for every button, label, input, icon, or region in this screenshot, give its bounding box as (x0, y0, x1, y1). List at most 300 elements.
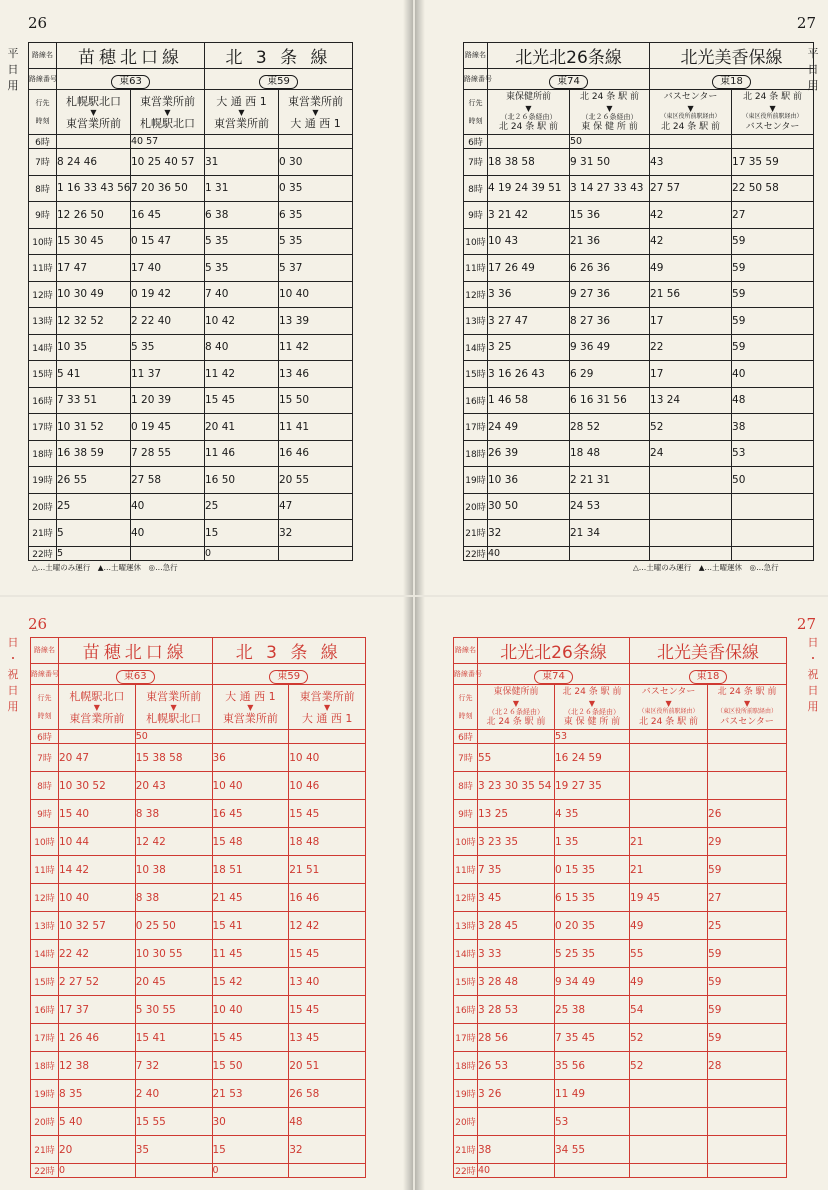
departure-minutes: 21 (630, 856, 708, 884)
destination-label: 行先 (35, 98, 50, 107)
departure-minutes: 22 42 (59, 940, 136, 968)
departure-minutes (212, 730, 289, 744)
route-badge: 東63 (111, 75, 150, 89)
direction-to: 札幌駅北口 (146, 711, 202, 725)
route-badge: 東59 (269, 670, 308, 684)
timetable (30, 637, 366, 1178)
departure-minutes: 15 (212, 1136, 289, 1164)
hour-label: 6時 (464, 135, 488, 149)
departure-minutes: 2 21 31 (570, 467, 650, 494)
departure-minutes: 8 38 (135, 884, 212, 912)
route-badge: 東18 (689, 670, 728, 684)
departure-minutes: 7 33 51 (57, 387, 131, 414)
departure-minutes: 0 (212, 1164, 289, 1178)
direction-to: 東営業所前 (222, 711, 278, 725)
departure-minutes: 6 15 35 (555, 884, 630, 912)
direction-header (135, 685, 212, 730)
hour-label: 22時 (464, 546, 488, 560)
departure-minutes: 17 47 (57, 255, 131, 282)
direction-from: バスセンター (641, 686, 696, 697)
hour-label: 7時 (29, 149, 57, 176)
line-name: 北光北26条線 (488, 43, 650, 69)
departure-minutes (131, 546, 205, 560)
departure-minutes: 50 (570, 135, 650, 149)
departure-minutes: 26 53 (478, 1052, 555, 1080)
direction-from: 東保健所前 (493, 686, 539, 697)
route-code-cell (212, 664, 366, 685)
route-name-label: 路線名 (31, 638, 59, 664)
hour-label: 20時 (29, 493, 57, 520)
departure-minutes: 1 31 (205, 175, 279, 202)
direction-to: バスセンター (720, 716, 774, 727)
direction-to: 東営業所前 (66, 116, 121, 130)
hour-row (31, 828, 366, 856)
departure-minutes: 3 21 42 (488, 202, 570, 229)
departure-minutes: 13 46 (279, 361, 353, 388)
hour-row (464, 361, 814, 388)
departure-minutes (279, 546, 353, 560)
hour-row (464, 228, 814, 255)
departure-minutes: 15 41 (135, 1024, 212, 1052)
departure-minutes: 7 20 36 50 (131, 175, 205, 202)
departure-minutes (732, 135, 814, 149)
direction-to: 東営業所前 (69, 711, 125, 725)
hour-row (29, 255, 353, 282)
hour-label: 18時 (464, 440, 488, 467)
hour-label: 21時 (31, 1136, 59, 1164)
departure-minutes: 17 (650, 361, 732, 388)
line-name: 北光美香保線 (630, 638, 787, 664)
hour-label: 20時 (31, 1108, 59, 1136)
departure-minutes: 20 51 (289, 1052, 366, 1080)
arrow-down-icon: ▼ (238, 107, 245, 117)
departure-minutes: 16 50 (205, 467, 279, 494)
departure-minutes (488, 135, 570, 149)
hour-label: 18時 (454, 1052, 478, 1080)
departure-minutes: 5 (57, 520, 131, 547)
route-badge: 東74 (534, 670, 573, 684)
departure-minutes: 7 35 (478, 856, 555, 884)
departure-minutes: 21 (630, 828, 708, 856)
hour-label: 14時 (31, 940, 59, 968)
route-code-label: 路線番号 (31, 664, 59, 685)
hour-row (454, 940, 787, 968)
hour-label: 15時 (29, 361, 57, 388)
departure-minutes: 8 40 (205, 334, 279, 361)
hour-label: 21時 (464, 520, 488, 547)
page-gutter-shadow (403, 597, 413, 1190)
hour-row (29, 440, 353, 467)
hour-label: 22時 (29, 546, 57, 560)
departure-minutes: 40 (131, 493, 205, 520)
departure-minutes: 27 (732, 202, 814, 229)
departure-minutes: 10 44 (59, 828, 136, 856)
direction-to: 北 24 条 駅 前 (499, 121, 558, 132)
line-name: 北 3 条 線 (212, 638, 366, 664)
departure-minutes: 25 (57, 493, 131, 520)
hour-label: 18時 (29, 440, 57, 467)
departure-minutes: 5 37 (279, 255, 353, 282)
departure-minutes: 59 (708, 1024, 787, 1052)
departure-minutes: 11 41 (279, 414, 353, 441)
hour-label: 14時 (464, 334, 488, 361)
departure-minutes: 59 (732, 281, 814, 308)
departure-minutes: 53 (732, 440, 814, 467)
departure-minutes: 4 19 24 39 51 (488, 175, 570, 202)
departure-minutes: 10 40 (279, 281, 353, 308)
departure-minutes: 25 38 (555, 996, 630, 1024)
departure-minutes: 49 (630, 912, 708, 940)
departure-minutes: 12 42 (135, 828, 212, 856)
hour-label: 15時 (31, 968, 59, 996)
direction-from: 東営業所前 (288, 94, 343, 108)
departure-minutes: 0 19 42 (131, 281, 205, 308)
hour-label: 11時 (464, 255, 488, 282)
departure-minutes: 8 24 46 (57, 149, 131, 176)
direction-to: 北 24 条 駅 前 (661, 121, 720, 132)
departure-minutes: 59 (708, 996, 787, 1024)
departure-minutes: 2 40 (135, 1080, 212, 1108)
departure-minutes: 1 26 46 (59, 1024, 136, 1052)
line-name: 北光北26条線 (478, 638, 630, 664)
departure-minutes: 12 38 (59, 1052, 136, 1080)
direction-from: 北 24 条 駅 前 (562, 686, 622, 697)
departure-minutes: 15 48 (212, 828, 289, 856)
departure-minutes: 26 55 (57, 467, 131, 494)
departure-minutes: 17 37 (59, 996, 136, 1024)
hour-label: 8時 (31, 772, 59, 800)
departure-minutes: 54 (630, 996, 708, 1024)
departure-minutes: 12 32 52 (57, 308, 131, 335)
hour-label: 13時 (464, 308, 488, 335)
direction-header (478, 685, 555, 730)
departure-minutes: 0 20 35 (555, 912, 630, 940)
departure-minutes (650, 135, 732, 149)
hour-row (454, 1052, 787, 1080)
departure-minutes: 0 15 35 (555, 856, 630, 884)
hour-label: 時刻 (468, 116, 483, 125)
departure-minutes: 21 34 (570, 520, 650, 547)
departure-minutes: 10 40 (212, 996, 289, 1024)
hour-label: 13時 (454, 912, 478, 940)
departure-minutes: 3 28 53 (478, 996, 555, 1024)
departure-minutes: 59 (708, 856, 787, 884)
departure-minutes: 19 27 35 (555, 772, 630, 800)
departure-minutes (630, 800, 708, 828)
departure-minutes: 28 52 (570, 414, 650, 441)
departure-minutes: 15 38 58 (135, 744, 212, 772)
day-type-label: 日 ・ 祝 日 用 (807, 636, 819, 713)
hour-label: 12時 (464, 281, 488, 308)
departure-minutes: 30 50 (488, 493, 570, 520)
direction-from: 東営業所前 (146, 689, 202, 703)
hour-row (29, 493, 353, 520)
departure-minutes: 18 38 58 (488, 149, 570, 176)
hour-row (454, 772, 787, 800)
route-badge: 東74 (549, 75, 588, 89)
departure-minutes (205, 135, 279, 149)
departure-minutes: 16 45 (212, 800, 289, 828)
departure-minutes: 50 (135, 730, 212, 744)
departure-minutes: 16 45 (131, 202, 205, 229)
departure-minutes (708, 1108, 787, 1136)
departure-minutes: 6 26 36 (570, 255, 650, 282)
departure-minutes: 18 48 (289, 828, 366, 856)
hour-label: 9時 (464, 202, 488, 229)
departure-minutes: 27 57 (650, 175, 732, 202)
departure-minutes: 35 (135, 1136, 212, 1164)
hour-row (31, 1024, 366, 1052)
departure-minutes: 3 28 48 (478, 968, 555, 996)
hour-label: 6時 (454, 730, 478, 744)
hour-row (454, 912, 787, 940)
departure-minutes: 5 30 55 (135, 996, 212, 1024)
hour-label: 16時 (29, 387, 57, 414)
departure-minutes: 8 27 36 (570, 308, 650, 335)
departure-minutes: 9 27 36 (570, 281, 650, 308)
route-badge: 東18 (712, 75, 751, 89)
departure-minutes (478, 1108, 555, 1136)
hour-label: 17時 (464, 414, 488, 441)
hour-row (31, 912, 366, 940)
departure-minutes (570, 546, 650, 560)
hour-row (454, 856, 787, 884)
departure-minutes: 13 40 (289, 968, 366, 996)
departure-minutes: 16 46 (289, 884, 366, 912)
hour-label: 12時 (454, 884, 478, 912)
hour-label: 時刻 (458, 711, 473, 720)
legend: △…土曜のみ運行 ▲…土曜運休 ◎…急行 (32, 563, 178, 572)
departure-minutes: 14 42 (59, 856, 136, 884)
departure-minutes: 27 (708, 884, 787, 912)
hour-label: 11時 (29, 255, 57, 282)
departure-minutes: 15 36 (570, 202, 650, 229)
line-name: 北光美香保線 (650, 43, 814, 69)
departure-minutes (630, 730, 708, 744)
direction-from: 大 通 西 1 (216, 94, 267, 108)
arrow-down-icon: ▼ (743, 698, 751, 708)
route-code-label: 路線番号 (29, 69, 57, 90)
departure-minutes: 11 49 (555, 1080, 630, 1108)
departure-minutes: 0 15 47 (131, 228, 205, 255)
departure-minutes: 5 40 (59, 1108, 136, 1136)
direction-header (708, 685, 787, 730)
departure-minutes (708, 1136, 787, 1164)
departure-minutes: 10 32 57 (59, 912, 136, 940)
departure-minutes: 0 30 (279, 149, 353, 176)
hour-label: 15時 (464, 361, 488, 388)
departure-minutes: 20 55 (279, 467, 353, 494)
direction-to: 大 通 西 1 (301, 711, 353, 725)
hour-label: 22時 (31, 1164, 59, 1178)
departure-minutes: 42 (650, 202, 732, 229)
hour-row (31, 1080, 366, 1108)
hour-row (29, 308, 353, 335)
hour-row (31, 856, 366, 884)
departure-minutes: 17 40 (131, 255, 205, 282)
arrow-down-icon: ▼ (247, 702, 254, 712)
hour-label: 9時 (29, 202, 57, 229)
hour-label: 17時 (31, 1024, 59, 1052)
page-gutter-shadow (415, 597, 425, 1190)
direction-via: （北２６条経由） (488, 707, 544, 716)
departure-minutes: 29 (708, 828, 787, 856)
dir-hour-label (464, 90, 488, 135)
direction-to: 大 通 西 1 (290, 116, 341, 130)
hour-label: 10時 (31, 828, 59, 856)
hour-row (454, 1108, 787, 1136)
departure-minutes (630, 772, 708, 800)
departure-minutes: 16 24 59 (555, 744, 630, 772)
hour-row (31, 730, 366, 744)
direction-header (488, 90, 570, 135)
hour-label: 7時 (31, 744, 59, 772)
hour-row (29, 334, 353, 361)
page-26-weekday (0, 0, 413, 595)
departure-minutes (135, 1164, 212, 1178)
hour-label: 21時 (29, 520, 57, 547)
hour-label: 6時 (29, 135, 57, 149)
direction-header (205, 90, 279, 135)
departure-minutes: 40 (488, 546, 570, 560)
departure-minutes: 20 (59, 1136, 136, 1164)
line-name: 苗穂北口線 (59, 638, 213, 664)
hour-label: 7時 (464, 149, 488, 176)
departure-minutes: 7 32 (135, 1052, 212, 1080)
departure-minutes: 10 31 52 (57, 414, 131, 441)
departure-minutes: 7 40 (205, 281, 279, 308)
hour-row (29, 281, 353, 308)
departure-minutes: 26 58 (289, 1080, 366, 1108)
direction-header (279, 90, 353, 135)
departure-minutes: 7 28 55 (131, 440, 205, 467)
hour-label: 15時 (454, 968, 478, 996)
departure-minutes: 3 33 (478, 940, 555, 968)
departure-minutes: 15 45 (289, 996, 366, 1024)
hour-label: 12時 (29, 281, 57, 308)
departure-minutes: 5 25 35 (555, 940, 630, 968)
hour-label: 8時 (454, 772, 478, 800)
departure-minutes: 3 25 (488, 334, 570, 361)
departure-minutes: 15 45 (205, 387, 279, 414)
hour-row (29, 361, 353, 388)
direction-header (555, 685, 630, 730)
hour-row (29, 467, 353, 494)
destination-label: 行先 (468, 98, 483, 107)
departure-minutes: 53 (555, 730, 630, 744)
hour-label: 7時 (454, 744, 478, 772)
hour-row (29, 414, 353, 441)
departure-minutes (57, 135, 131, 149)
hour-label: 22時 (454, 1164, 478, 1178)
departure-minutes: 49 (630, 968, 708, 996)
hour-row (454, 884, 787, 912)
departure-minutes: 28 56 (478, 1024, 555, 1052)
direction-to: 札幌駅北口 (140, 116, 195, 130)
departure-minutes: 9 36 49 (570, 334, 650, 361)
timetable (28, 42, 353, 561)
direction-from: 東営業所前 (140, 94, 195, 108)
route-code-cell (205, 69, 353, 90)
departure-minutes: 5 35 (205, 228, 279, 255)
departure-minutes: 16 38 59 (57, 440, 131, 467)
hour-row (464, 440, 814, 467)
departure-minutes: 3 36 (488, 281, 570, 308)
arrow-down-icon: ▼ (769, 103, 776, 113)
route-name-label: 路線名 (464, 43, 488, 69)
departure-minutes (650, 493, 732, 520)
departure-minutes: 15 45 (289, 800, 366, 828)
hour-row (454, 800, 787, 828)
departure-minutes (708, 772, 787, 800)
departure-minutes (708, 744, 787, 772)
legend: △…土曜のみ運行 ▲…土曜運休 ◎…急行 (633, 563, 779, 572)
departure-minutes: 3 26 (478, 1080, 555, 1108)
hour-row (454, 1080, 787, 1108)
page-27-holiday (415, 597, 828, 1190)
route-name-label: 路線名 (29, 43, 57, 69)
departure-minutes: 40 (131, 520, 205, 547)
direction-to: バスセンター (745, 121, 800, 132)
hour-row (464, 493, 814, 520)
departure-minutes: 59 (732, 228, 814, 255)
departure-minutes: 59 (708, 968, 787, 996)
arrow-down-icon: ▼ (170, 702, 177, 712)
hour-label: 16時 (454, 996, 478, 1024)
departure-minutes: 1 16 33 43 56 (57, 175, 131, 202)
direction-via: （東区役所前駅経由） (638, 707, 699, 715)
departure-minutes: 15 45 (212, 1024, 289, 1052)
timetable-rows (454, 730, 787, 1178)
hour-row (464, 414, 814, 441)
day-type-label: 日 ・ 祝 日 用 (7, 636, 19, 713)
departure-minutes: 40 (478, 1164, 555, 1178)
departure-minutes (732, 493, 814, 520)
departure-minutes: 15 50 (279, 387, 353, 414)
departure-minutes: 0 (59, 1164, 136, 1178)
departure-minutes: 31 (205, 149, 279, 176)
departure-minutes: 6 16 31 56 (570, 387, 650, 414)
departure-minutes: 0 35 (279, 175, 353, 202)
departure-minutes: 53 (555, 1108, 630, 1136)
departure-minutes: 3 14 27 33 43 (570, 175, 650, 202)
departure-minutes: 10 25 40 57 (131, 149, 205, 176)
departure-minutes: 3 27 47 (488, 308, 570, 335)
departure-minutes: 8 35 (59, 1080, 136, 1108)
page-number: 27 (796, 615, 816, 633)
departure-minutes: 3 28 45 (478, 912, 555, 940)
hour-label: 19時 (31, 1080, 59, 1108)
hour-label: 13時 (29, 308, 57, 335)
page-gutter-shadow (415, 0, 425, 595)
departure-minutes (289, 730, 366, 744)
line-name: 北 3 条 線 (205, 43, 353, 69)
direction-via: （東区役所前駅経由） (742, 112, 803, 120)
arrow-down-icon: ▼ (665, 698, 672, 708)
hour-label: 6時 (31, 730, 59, 744)
arrow-down-icon: ▼ (687, 103, 694, 113)
departure-minutes: 32 (289, 1136, 366, 1164)
direction-header (289, 685, 366, 730)
departure-minutes: 43 (650, 149, 732, 176)
departure-minutes: 21 53 (212, 1080, 289, 1108)
hour-label: 20時 (464, 493, 488, 520)
route-code-label: 路線番号 (454, 664, 478, 685)
direction-from: 東保健所前 (505, 91, 551, 102)
departure-minutes: 20 45 (135, 968, 212, 996)
departure-minutes: 42 (650, 228, 732, 255)
direction-from: 北 24 条 駅 前 (717, 686, 777, 697)
